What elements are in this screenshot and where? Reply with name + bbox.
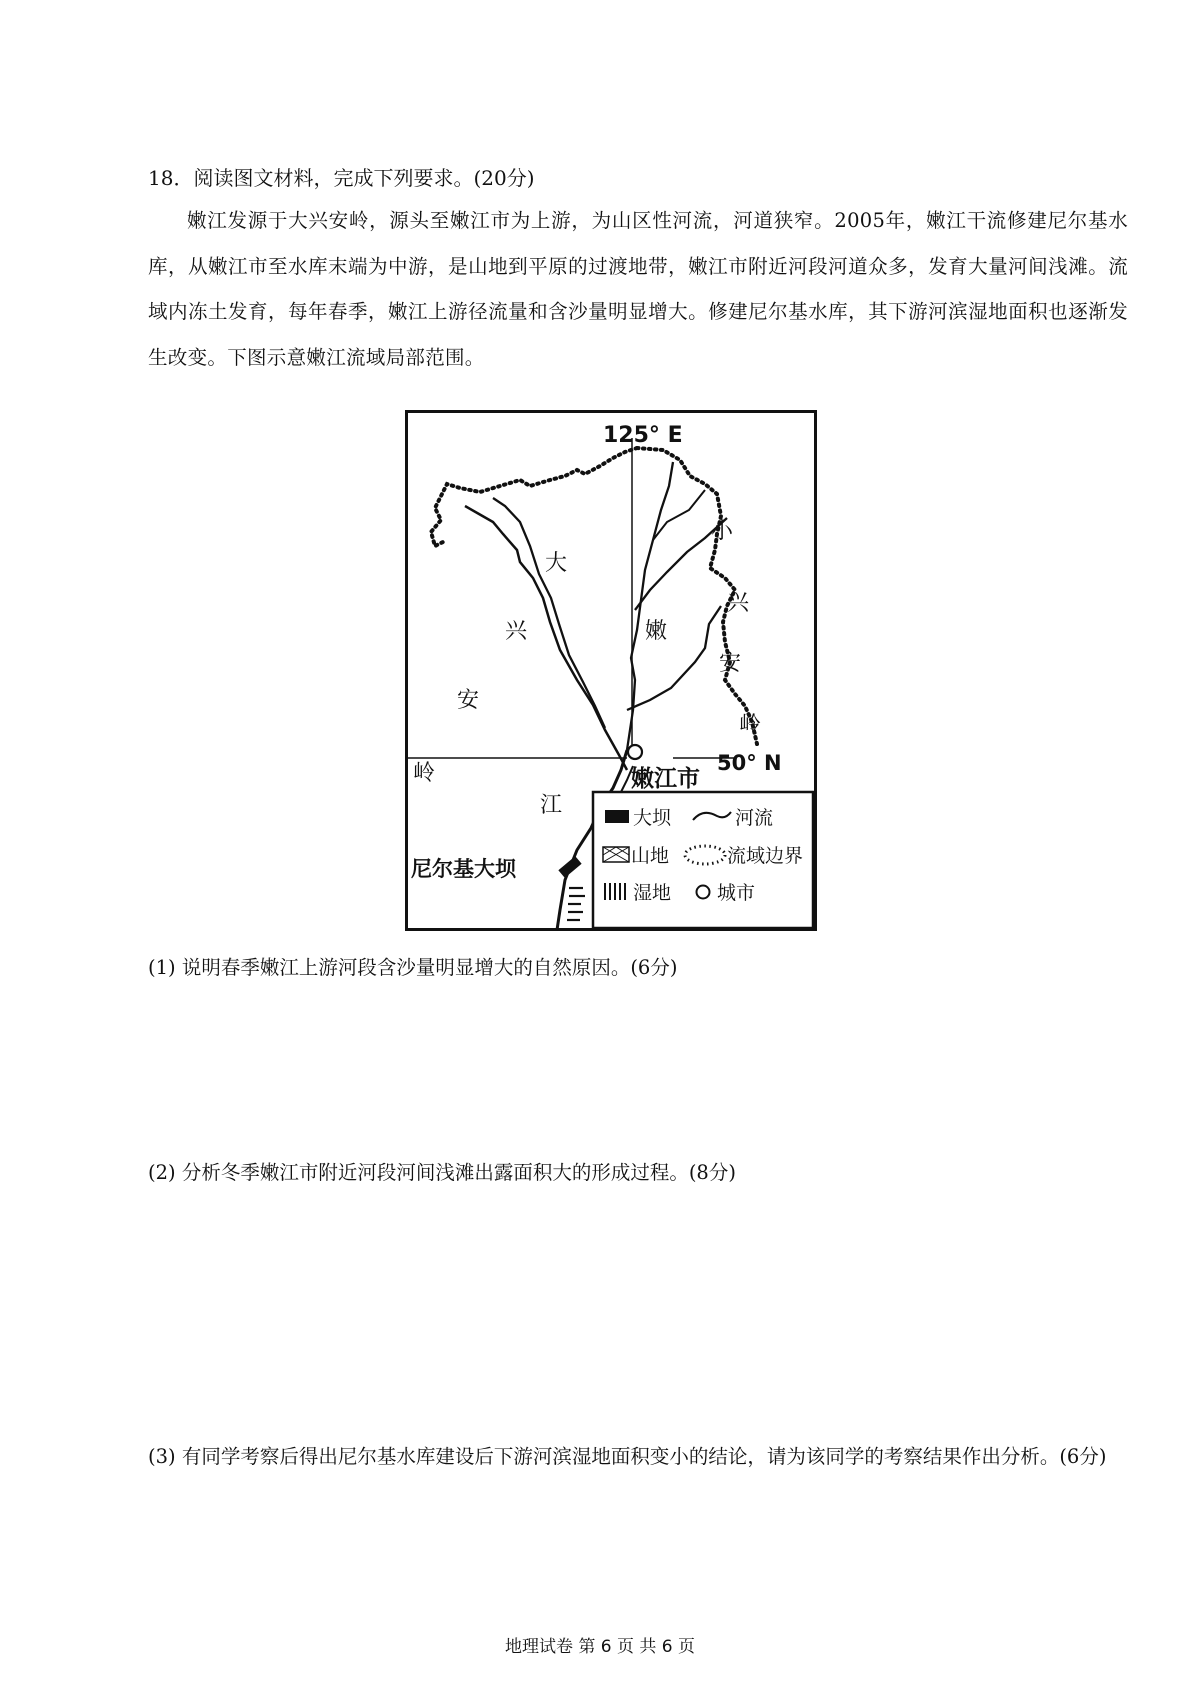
map-svg (405, 410, 817, 931)
map-legend (593, 792, 813, 928)
legend-mountain-label: 山地 (631, 845, 670, 867)
legend-boundary-label: 流域边界 (727, 845, 804, 867)
legend-river-label: 河流 (735, 807, 774, 829)
river-label-char-2: 江 (540, 793, 563, 818)
city-label: 嫩江市 (631, 766, 700, 792)
range-left-char-2: 兴 (505, 619, 528, 644)
legend-wetland-label: 湿地 (633, 882, 672, 904)
latitude-label: 50° N (717, 751, 782, 775)
longitude-label: 125° E (603, 423, 683, 448)
legend-dam-icon (605, 810, 629, 823)
nenjiang-basin-map (405, 410, 817, 931)
city-marker-icon (628, 745, 642, 759)
legend-dam-label: 大坝 (633, 807, 672, 829)
range-left-char-4: 岭 (413, 761, 436, 786)
range-right-char-2: 兴 (727, 591, 750, 616)
river-label-char-1: 嫩 (645, 619, 668, 644)
range-right-char-4: 岭 (739, 713, 762, 738)
sub-question-3: (3) 有同学考察后得出尼尔基水库建设后下游河滨湿地面积变小的结论，请为该同学的考察结果作出分析。(6分) (148, 1445, 1107, 1468)
sub-question-1: (1) 说明春季嫩江上游河段含沙量明显增大的自然原因。(6分) (148, 956, 678, 979)
range-right-char-3: 安 (719, 651, 742, 676)
legend-city-label: 城市 (717, 882, 756, 904)
question-paragraph: 嫩江发源于大兴安岭，源头至嫩江市为上游，为山区性河流，河道狭窄。2005年，嫩江干流修建尼尔基水库，从嫩江市至水库末端为中游，是山地到平原的过渡地带，嫩江市附近河段河道众多，发育大量河间浅滩。流域内冻土发育，每年春季，嫩江上游径流量和含沙量明显增大。修建尼尔基水库，其下游河滨湿地面积也逐渐发生改变。下图示意嫩江流域局部范围。 (148, 209, 1128, 369)
range-left-char-1: 大 (545, 551, 568, 576)
range-right-char-1: 小 (711, 519, 734, 544)
question-title: 18．阅读图文材料，完成下列要求。(20分) (148, 166, 535, 190)
sub-question-2: (2) 分析冬季嫩江市附近河段河间浅滩出露面积大的形成过程。(8分) (148, 1161, 736, 1184)
dam-label: 尼尔基大坝 (411, 857, 516, 881)
range-left-char-3: 安 (457, 688, 480, 713)
legend-city-icon (697, 886, 710, 899)
page-footer: 地理试卷 第 6 页 共 6 页 (504, 1637, 696, 1657)
